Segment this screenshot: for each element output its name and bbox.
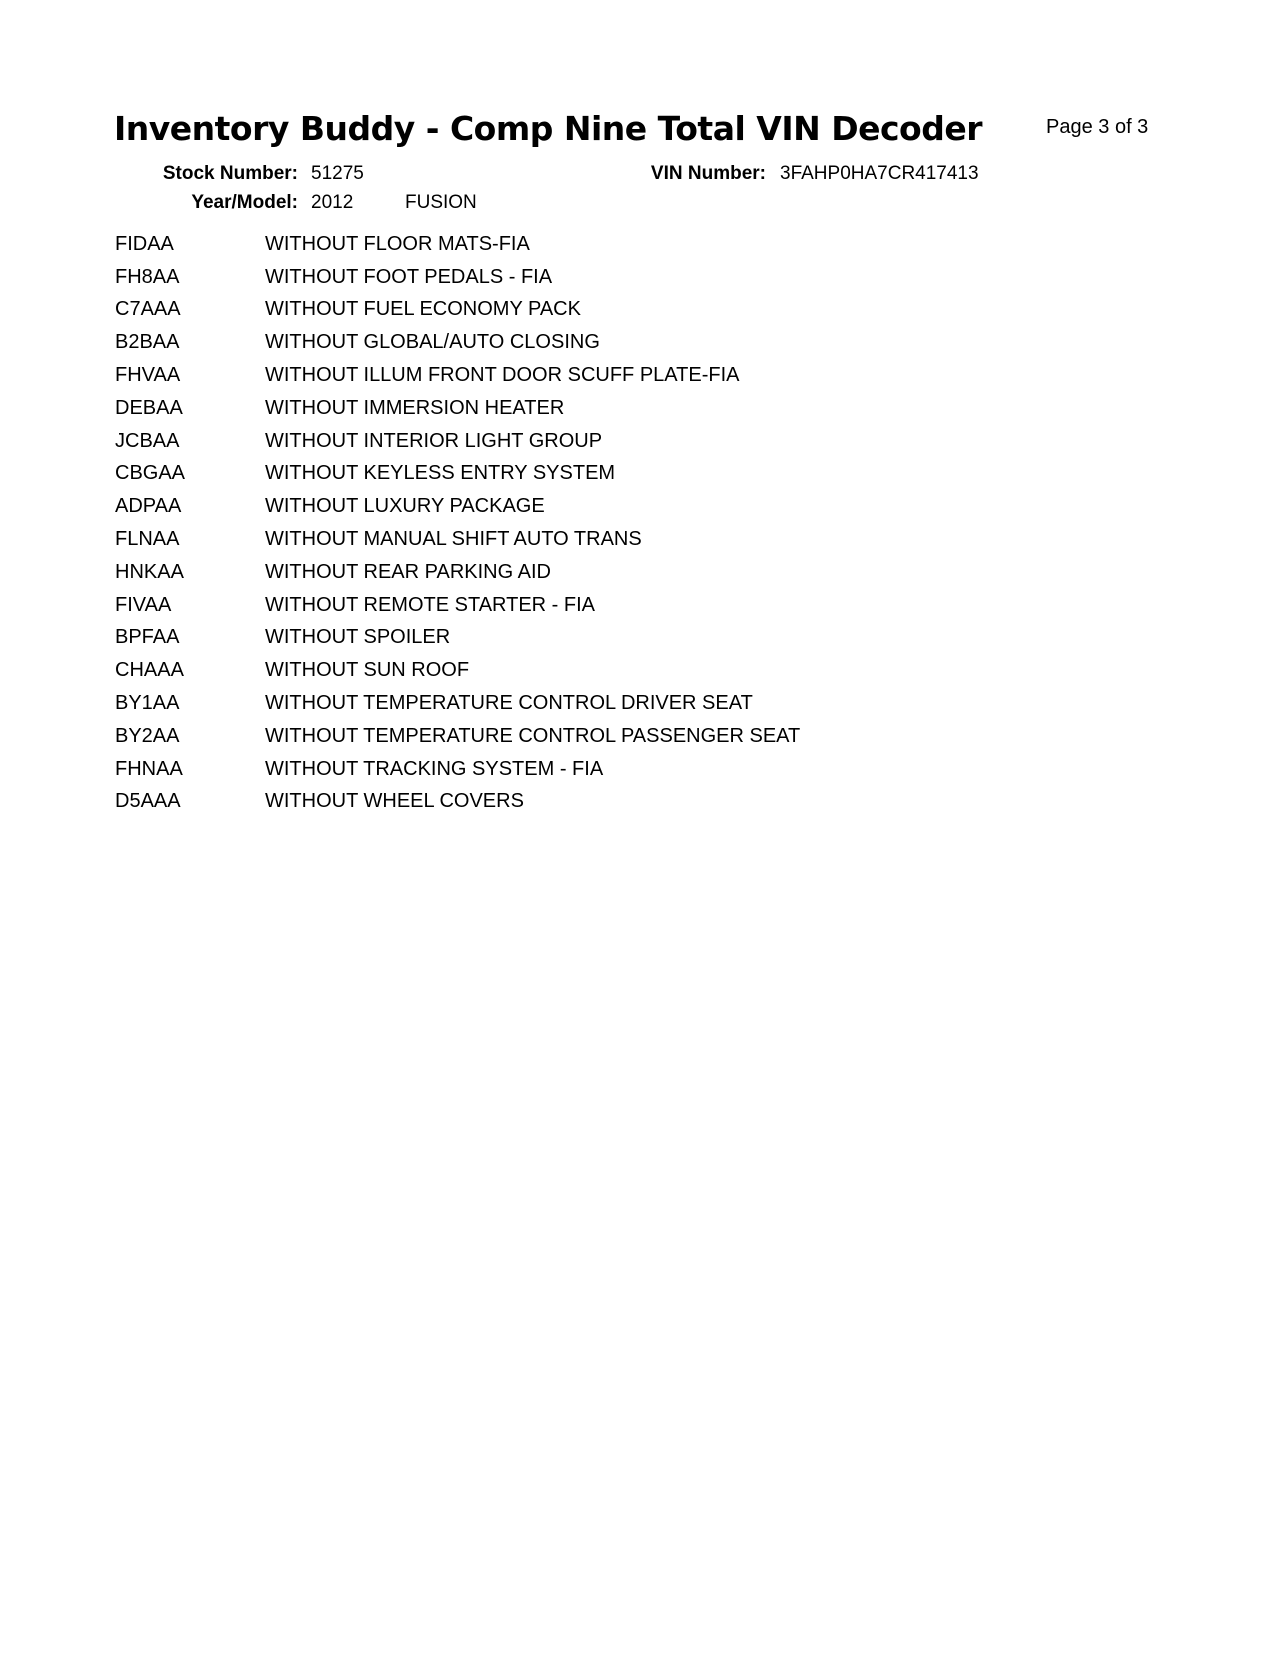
option-row xyxy=(115,720,800,753)
option-description: WITHOUT SUN ROOF xyxy=(265,659,470,682)
option-description: WITHOUT LUXURY PACKAGE xyxy=(265,495,545,518)
option-description: WITHOUT SPOILER xyxy=(265,626,451,649)
stock-number-label: Stock Number: xyxy=(162,163,298,184)
option-description: WITHOUT INTERIOR LIGHT GROUP xyxy=(265,429,603,452)
option-row xyxy=(115,589,800,622)
option-description: WITHOUT IMMERSION HEATER xyxy=(265,396,565,419)
option-row xyxy=(115,359,800,392)
option-description: WITHOUT FOOT PEDALS - FIA xyxy=(265,265,553,288)
option-row xyxy=(115,326,800,359)
option-row xyxy=(115,654,800,687)
option-row xyxy=(115,425,800,458)
vin-number-label: VIN Number: xyxy=(650,163,766,184)
page-number: Page 3 of 3 xyxy=(1046,116,1149,138)
option-row xyxy=(115,490,800,523)
option-code: HNKAA xyxy=(115,560,184,583)
option-description: WITHOUT FLOOR MATS-FIA xyxy=(265,232,530,255)
option-code: D5AAA xyxy=(115,790,181,813)
option-row xyxy=(115,458,800,491)
option-code: FHVAA xyxy=(115,364,181,387)
option-list xyxy=(115,228,800,818)
vin-number-value: 3FAHP0HA7CR417413 xyxy=(780,163,979,184)
option-description: WITHOUT TEMPERATURE CONTROL DRIVER SEAT xyxy=(265,692,753,715)
option-row xyxy=(115,392,800,425)
option-code: C7AAA xyxy=(115,298,181,321)
option-row xyxy=(115,753,800,786)
option-description: WITHOUT KEYLESS ENTRY SYSTEM xyxy=(265,462,616,485)
option-description: WITHOUT TRACKING SYSTEM - FIA xyxy=(265,757,604,780)
option-code: DEBAA xyxy=(115,396,183,419)
option-row xyxy=(115,556,800,589)
option-row xyxy=(115,261,800,294)
option-row xyxy=(115,687,800,720)
year-value: 2012 xyxy=(311,192,354,213)
option-code: FIDAA xyxy=(115,232,174,255)
year-model-label: Year/Model: xyxy=(191,192,298,213)
option-code: FHNAA xyxy=(115,757,183,780)
option-code: FLNAA xyxy=(115,528,180,551)
option-description: WITHOUT REMOTE STARTER - FIA xyxy=(265,593,595,616)
option-description: WITHOUT ILLUM FRONT DOOR SCUFF PLATE-FIA xyxy=(265,364,740,387)
option-code: CBGAA xyxy=(115,462,186,485)
option-code: FIVAA xyxy=(115,593,172,616)
option-code: B2BAA xyxy=(115,331,180,354)
stock-number-value: 51275 xyxy=(311,163,364,184)
option-code: CHAAA xyxy=(115,659,184,682)
option-row xyxy=(115,786,800,819)
model-value: FUSION xyxy=(405,192,477,213)
option-row xyxy=(115,523,800,556)
option-row xyxy=(115,228,800,261)
option-description: WITHOUT REAR PARKING AID xyxy=(265,560,551,583)
option-description: WITHOUT WHEEL COVERS xyxy=(265,790,524,813)
option-code: BY1AA xyxy=(115,692,180,715)
option-code: FH8AA xyxy=(115,265,180,288)
option-code: ADPAA xyxy=(115,495,182,518)
option-description: WITHOUT MANUAL SHIFT AUTO TRANS xyxy=(265,528,642,551)
option-code: BY2AA xyxy=(115,724,180,747)
document-title: Inventory Buddy - Comp Nine Total VIN Decoder xyxy=(114,109,982,148)
option-code: BPFAA xyxy=(115,626,180,649)
option-description: WITHOUT FUEL ECONOMY PACK xyxy=(265,298,581,321)
option-description: WITHOUT GLOBAL/AUTO CLOSING xyxy=(265,331,600,354)
option-row xyxy=(115,294,800,327)
option-row xyxy=(115,622,800,655)
option-code: JCBAA xyxy=(115,429,180,452)
option-description: WITHOUT TEMPERATURE CONTROL PASSENGER SEAT xyxy=(265,724,801,747)
